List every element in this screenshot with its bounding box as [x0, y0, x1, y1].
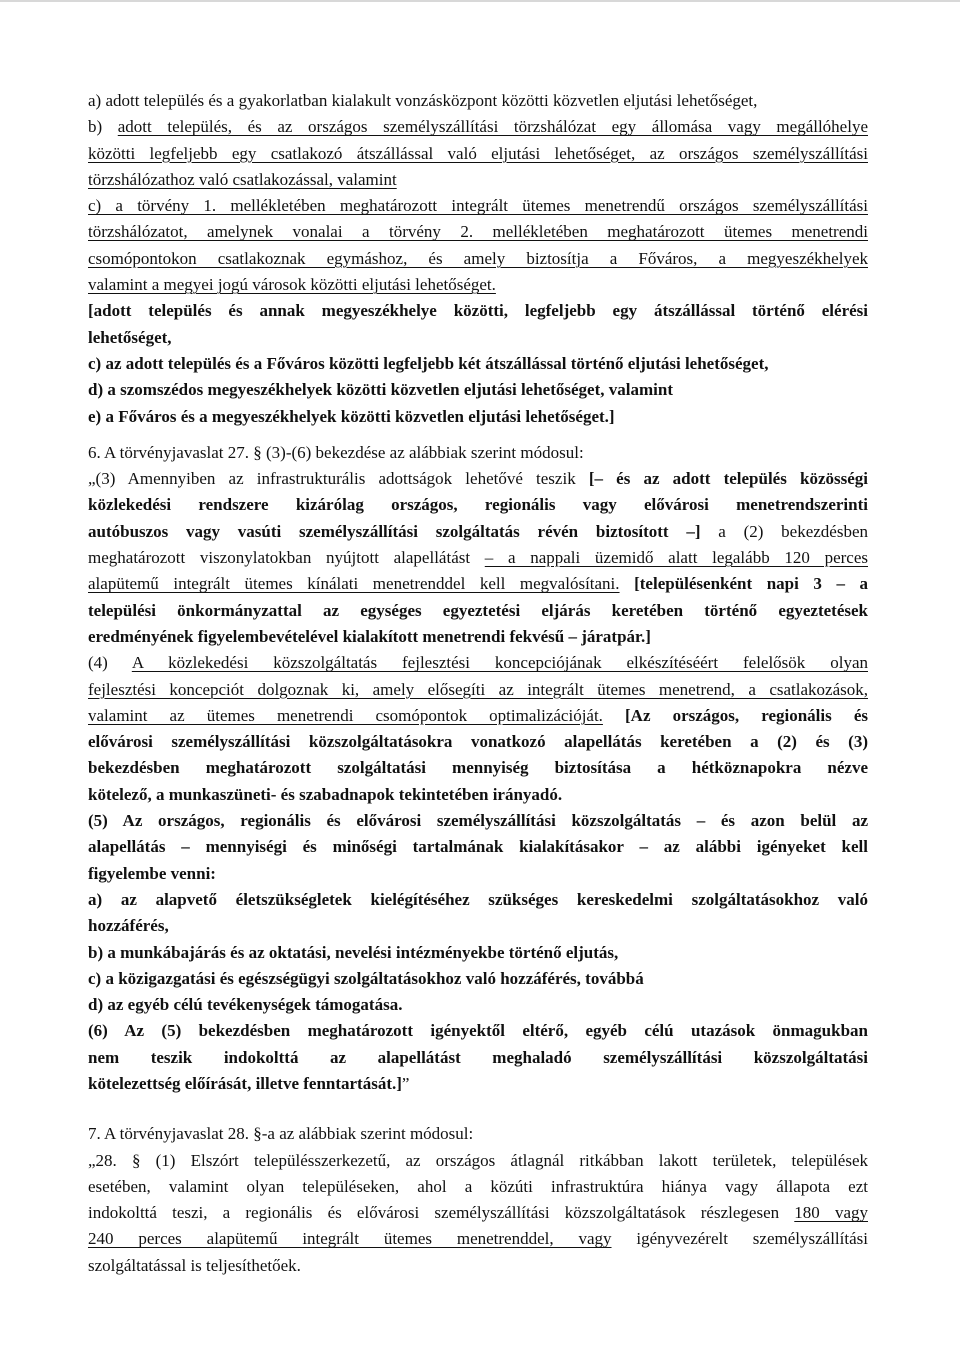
- text-line: [88, 729, 868, 755]
- line-text: [620, 574, 635, 593]
- text-line: [88, 351, 868, 377]
- struck-bold-text: figyelembe venni:: [88, 863, 216, 883]
- text-line: [88, 219, 868, 245]
- inserted-underlined-text: alapütemű integrált ütemes kínálati menetrenddel kell megvalósítani.: [88, 574, 620, 594]
- line-text: esetében, valamint olyan településeken, ahol a közúti infrastruktúra hiánya vagy állapota ezt: [88, 1176, 868, 1196]
- line-text: (4): [88, 653, 132, 673]
- struck-bold-text: alapellátás – mennyiségi és minőségi tartalmának kialakításakor – az alábbi igényeket kell: [88, 837, 868, 857]
- struck-bold-text: b) a munkábajárás és az oktatási, nevelési intézményekbe történő eljutás,: [88, 942, 619, 962]
- struck-bold-text: [Az országos, regionális és: [625, 705, 868, 725]
- text-line: [88, 782, 868, 808]
- paragraph-gap: [88, 1097, 868, 1121]
- line-text: a (2) bekezdésben: [700, 521, 868, 541]
- struck-bold-text: autóbuszos vagy vasúti személyszállítási szolgáltatás révén biztosított –]: [88, 521, 701, 541]
- inserted-underlined-text: c) a törvény 1. mellékletében meghatározott integrált ütemes menetrendű országos személyszállítási: [88, 196, 868, 216]
- struck-bold-text: hozzáférés,: [88, 916, 169, 936]
- struck-bold-text: közlekedési rendszere kizárólag országos, regionális vagy elővárosi menetrendszerinti: [88, 495, 868, 515]
- line-text: meghatározott viszonylatokban nyújtott alapellátást: [88, 548, 485, 568]
- text-line: [88, 1148, 868, 1174]
- text-line: [88, 1200, 868, 1226]
- inserted-underlined-text: közötti legfeljebb egy csatlakozó átszállással való eljutási lehetőséget, az országos személyszállítási: [88, 143, 868, 163]
- text-line: [88, 913, 868, 939]
- struck-bold-text: elővárosi személyszállítási közszolgáltatásokra vonatkozó alapellátás keretében a (2) és (3): [88, 732, 868, 752]
- text-line: [88, 598, 868, 624]
- line-text: 6. A törvényjavaslat 27. § (3)-(6) bekezdése az alábbiak szerint módosul:: [88, 442, 584, 462]
- struck-bold-text: d) az egyéb célú tevékenységek támogatása.: [88, 995, 403, 1015]
- line-text: „(3) Amennyiben az infrastrukturális adottságok lehetővé teszik: [88, 469, 589, 489]
- struck-bold-text: [adott település és annak megyeszékhelye közötti, legfeljebb egy átszállással történő elérési: [88, 301, 868, 321]
- line-text: ”: [401, 1073, 410, 1093]
- text-line: [88, 1174, 868, 1200]
- text-line: [88, 887, 868, 913]
- text-line: [88, 404, 868, 430]
- scan-edge-divider: [0, 0, 960, 2]
- inserted-underlined-text: fejlesztési koncepciót dolgoznak ki, amely elősegíti az integrált ütemes menetrend, a csatlakozások,: [88, 679, 868, 699]
- paragraph-gap: [88, 430, 868, 440]
- text-line: [88, 141, 868, 167]
- text-line: [88, 298, 868, 324]
- text-line: [88, 992, 868, 1018]
- text-line: [88, 492, 868, 518]
- line-text: [603, 706, 625, 725]
- text-line: [88, 861, 868, 887]
- inserted-underlined-text: A közlekedési közszolgáltatás fejlesztési koncepciójának elkészítéséért felelősök olyan: [131, 653, 868, 673]
- inserted-underlined-text: adott település, és az országos személyszállítási törzshálózat egy állomása vagy megállóhelye: [117, 117, 868, 137]
- line-text: a) adott település és a gyakorlatban kialakult vonzásközpont közötti közvetlen eljutási lehetőséget,: [88, 91, 758, 110]
- text-line: [88, 519, 868, 545]
- text-line: [88, 325, 868, 351]
- struck-bold-text: d) a szomszédos megyeszékhelyek közötti közvetlen eljutási lehetőséget, valamint: [88, 380, 673, 400]
- struck-bold-text: e) a Főváros és a megyeszékhelyek közötti közvetlen eljutási lehetőséget.]: [88, 406, 615, 426]
- struck-bold-text: a) az alapvető életszükségletek kielégítéséhez szükséges kereskedelmi szolgáltatásokhoz való: [88, 889, 868, 909]
- inserted-underlined-text: törzshálózatot, amelynek vonalai a törvény 2. mellékletében meghatározott ütemes menetrendi: [88, 222, 868, 242]
- text-line: [88, 571, 868, 597]
- line-text: „28. § (1) Elszórt településszerkezetű, az országos átlagnál ritkábban lakott területek, települések: [88, 1150, 868, 1170]
- struck-bold-text: (5) Az országos, regionális és elővárosi személyszállítási közszolgáltatás – és azon belül az: [88, 811, 868, 831]
- line-text: 7. A törvényjavaslat 28. §-a az alábbiak szerint módosul:: [88, 1124, 474, 1144]
- document-body: [88, 88, 868, 1279]
- text-line: [88, 545, 868, 571]
- text-line: [88, 755, 868, 781]
- text-line: [88, 88, 868, 114]
- text-line: [88, 1121, 868, 1147]
- line-text: szolgáltatással is teljesíthetőek.: [88, 1255, 301, 1275]
- text-line: [88, 193, 868, 219]
- text-line: [88, 272, 868, 298]
- line-text: igényvezérelt személyszállítási: [611, 1229, 868, 1249]
- text-line: [88, 940, 868, 966]
- inserted-underlined-text: 180 vagy: [794, 1203, 868, 1223]
- inserted-underlined-text: törzshálózathoz való csatlakozással, valamint: [88, 169, 397, 189]
- text-line: [88, 1045, 868, 1071]
- struck-bold-text: [településenként napi 3 – a: [634, 574, 869, 594]
- line-text: b): [88, 117, 118, 137]
- text-line: [88, 114, 868, 140]
- text-line: [88, 167, 868, 193]
- text-line: [88, 1071, 868, 1097]
- struck-bold-text: nem teszik indokolttá az alapellátást meghaladó személyszállítási közszolgáltatási: [88, 1047, 868, 1067]
- text-line: [88, 966, 868, 992]
- text-line: [88, 1018, 868, 1044]
- struck-bold-text: települési önkormányzattal az egységes egyeztetési eljárás keretében történő egyeztetések: [88, 600, 868, 620]
- text-line: [88, 677, 868, 703]
- text-line: [88, 1226, 868, 1252]
- text-line: [88, 650, 868, 676]
- struck-bold-text: (6) Az (5) bekezdésben meghatározott igényektől eltérő, egyéb célú utazások önmagukban: [88, 1021, 868, 1041]
- struck-bold-text: lehetőséget,: [88, 327, 172, 347]
- struck-bold-text: c) a közigazgatási és egészségügyi szolgáltatásokhoz való hozzáférés, továbbá: [88, 968, 644, 988]
- text-line: [88, 440, 868, 466]
- struck-bold-text: [– és az adott település közösségi: [588, 469, 868, 489]
- struck-bold-text: bekezdésben meghatározott szolgáltatási mennyiség biztosítása a hétköznapokra nézve: [88, 758, 868, 778]
- text-line: [88, 834, 868, 860]
- text-line: [88, 808, 868, 834]
- inserted-underlined-text: valamint a megyei jogú városok közötti eljutási lehetőséget.: [88, 275, 496, 295]
- inserted-underlined-text: valamint az ütemes menetrendi csomópontok optimalizációját.: [88, 705, 603, 725]
- struck-bold-text: eredményének figyelembevételével kialakított menetrendi fekvésű – járatpár.]: [88, 626, 651, 646]
- text-line: [88, 246, 868, 272]
- text-line: [88, 1253, 868, 1279]
- struck-bold-text: kötelező, a munkaszüneti- és szabadnapok tekintetében irányadó.: [88, 784, 563, 804]
- line-text: indokolttá teszi, a regionális és elővárosi személyszállítási közszolgáltatások részlegesen: [88, 1203, 795, 1223]
- inserted-underlined-text: 240 perces alapütemű integrált ütemes menetrenddel, vagy: [88, 1229, 612, 1249]
- struck-bold-text: kötelezettség előírását, illetve fenntartását.]: [88, 1073, 402, 1093]
- text-line: [88, 624, 868, 650]
- text-line: [88, 703, 868, 729]
- text-line: [88, 466, 868, 492]
- text-line: [88, 377, 868, 403]
- inserted-underlined-text: csomópontokon csatlakoznak egymáshoz, és amely biztosítja a Főváros, a megyeszékhelyek: [88, 248, 868, 268]
- inserted-underlined-text: – a nappali üzemidő alatt legalább 120 perces: [484, 548, 868, 568]
- struck-bold-text: c) az adott település és a Főváros közötti legfeljebb két átszállással történő eljutási lehetőséget,: [88, 353, 769, 373]
